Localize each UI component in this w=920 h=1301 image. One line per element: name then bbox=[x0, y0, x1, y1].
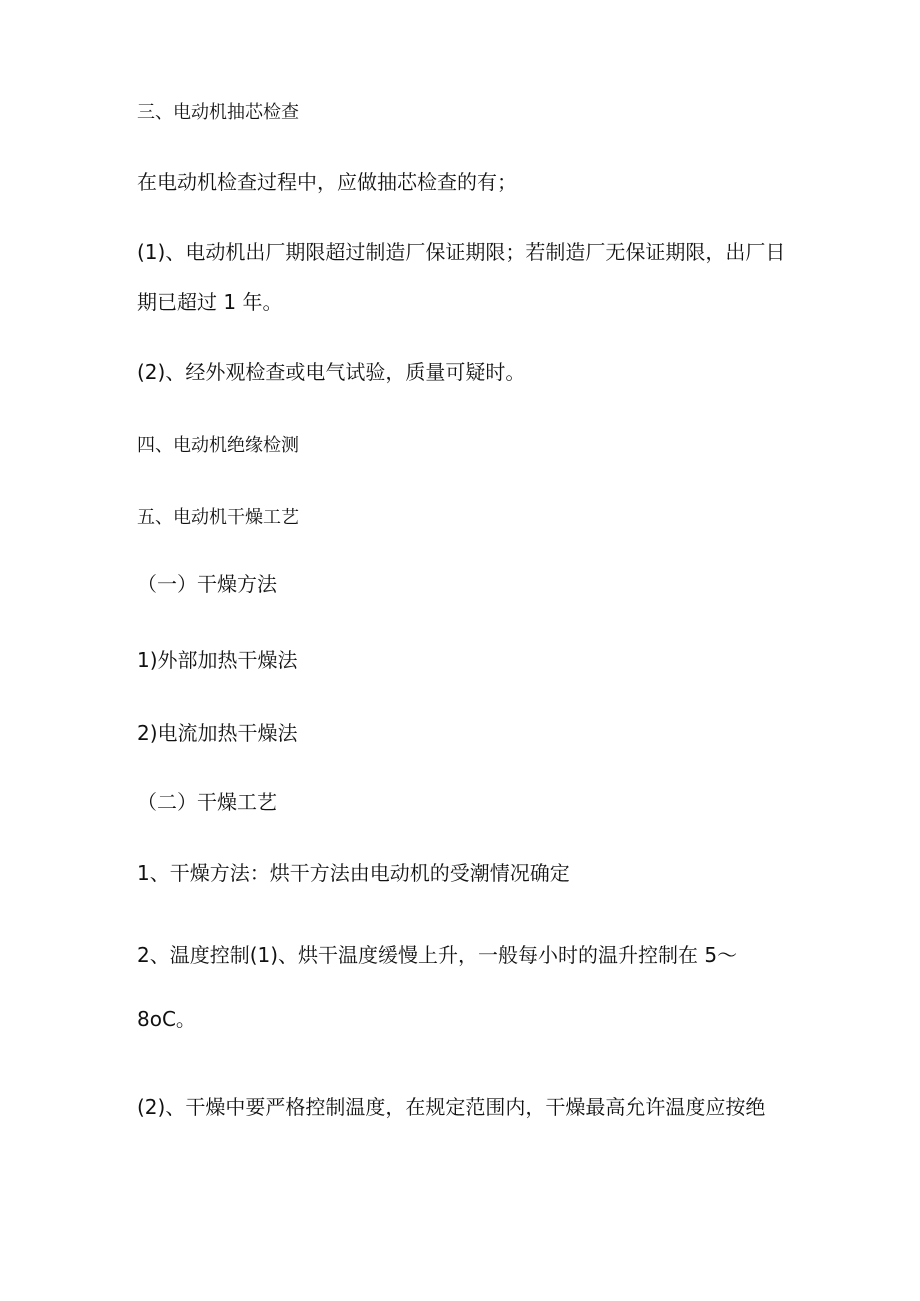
section-heading-4: 四、电动机绝缘检测 bbox=[137, 435, 299, 456]
section-heading-3: 三、电动机抽芯检查 bbox=[137, 102, 299, 123]
subsection-heading-1: （一）干燥方法 bbox=[137, 572, 277, 596]
process-item-1: 1、干燥方法：烘干方法由电动机的受潮情况确定 bbox=[137, 861, 570, 885]
list-item-2: (2)、经外观检查或电气试验，质量可疑时。 bbox=[137, 360, 526, 384]
process-item-3: (2)、干燥中要严格控制温度，在规定范围内，干燥最高允许温度应按绝 bbox=[137, 1095, 766, 1119]
process-item-2-line2: 8oC。 bbox=[137, 1007, 196, 1031]
list-item-1-line1: (1)、电动机出厂期限超过制造厂保证期限；若制造厂无保证期限，出厂日 bbox=[137, 240, 786, 264]
method-item-2: 2)电流加热干燥法 bbox=[137, 721, 298, 745]
section-heading-5: 五、电动机干燥工艺 bbox=[137, 507, 299, 528]
method-item-1: 1)外部加热干燥法 bbox=[137, 648, 298, 672]
list-item-1-line2: 期已超过 1 年。 bbox=[137, 290, 283, 314]
process-item-2-line1: 2、温度控制(1)、烘干温度缓慢上升，一般每小时的温升控制在 5～ bbox=[137, 943, 738, 967]
paragraph-intro: 在电动机检查过程中，应做抽芯检查的有； bbox=[137, 170, 517, 194]
subsection-heading-2: （二）干燥工艺 bbox=[137, 790, 277, 814]
